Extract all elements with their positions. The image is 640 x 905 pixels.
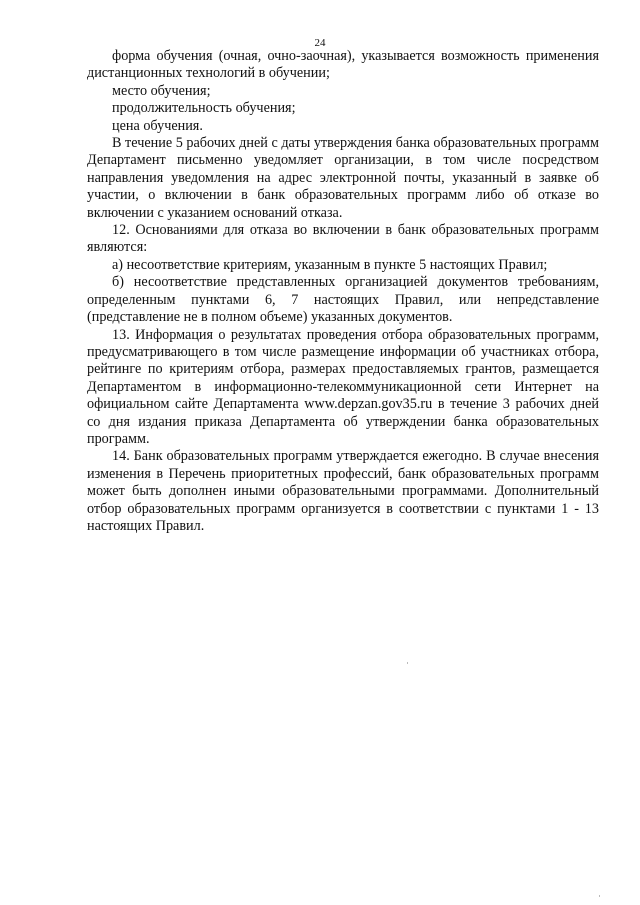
paragraph-item-12-b: б) несоответствие представленных организацией документов требованиям, определенным пунктами 6, 7 настоящих Правил, или непредставление (представление не в полном объеме) указанных документов. — [87, 274, 599, 326]
paragraph-form-of-study: форма обучения (очная, очно-заочная), указывается возможность применения дистанционных технологий в обучении; — [87, 48, 599, 82]
paragraph-place-of-study: место обучения; — [112, 82, 211, 99]
paragraph-duration: продолжительность обучения; — [112, 100, 296, 117]
page-number: 24 — [314, 37, 326, 49]
document-body — [87, 48, 599, 535]
paragraph-item-13: 13. Информация о результатах проведения отбора образовательных программ, предусматривающего в том числе размещение информации об участниках отбора, рейтинге по критериям отбора, размерах предоставляемых грантов, размещается Департаментом в информационно-телекоммуникационной сети Интернет на официальном сайте Департамента www.depzan.gov35.ru в течение 3 рабочих дней со дня издания приказа Департамента об утверждении банка образовательных программ. — [87, 326, 599, 447]
paragraph-notification: В течение 5 рабочих дней с даты утверждения банка образовательных программ Департамент письменно уведомляет организации, в том числе посредством направления уведомления на адрес электронной почты, указанный в заявке об участии, о включении в банк образовательных программ либо об отказе во включении с указанием оснований отказа. — [87, 135, 599, 221]
scan-speck — [407, 662, 408, 664]
paragraph-item-14: 14. Банк образовательных программ утверждается ежегодно. В случае внесения изменения в Перечень приоритетных профессий, банк образовательных программ может быть дополнен иными образовательными программами. Дополнительный отбор образовательных программ организуется в соответствии с пунктами 1 - 13 настоящих Правил. — [87, 448, 599, 534]
paragraph-price: цена обучения. — [112, 117, 203, 134]
paragraph-item-12-a: а) несоответствие критериям, указанным в пункте 5 настоящих Правил; — [112, 256, 548, 273]
paragraph-item-12: 12. Основаниями для отказа во включении в банк образовательных программ являются: — [87, 222, 599, 256]
scan-speck — [599, 895, 600, 897]
